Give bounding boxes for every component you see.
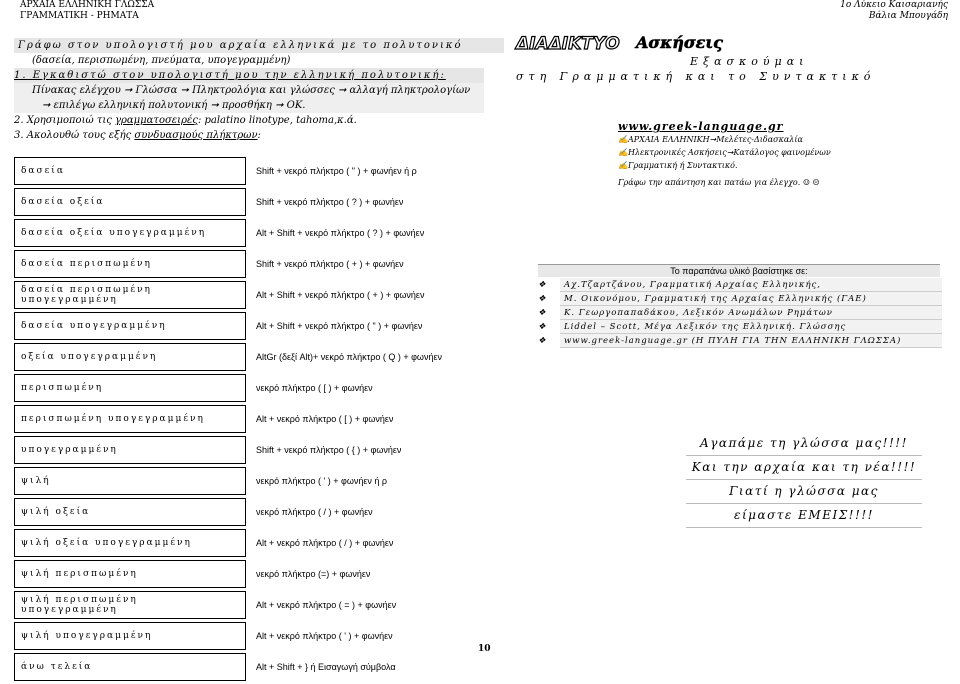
greek-language-link[interactable]: www.greek-language.gr [618,120,784,133]
header-left [20,0,154,22]
key-combo: Alt + Shift + νεκρό πλήκτρο ( ? ) + φωνήεν [256,228,425,238]
key-row [14,374,494,402]
key-row [14,157,494,185]
nav-path-1: ✍ΑΡΧΑΙΑ ΕΛΛΗΝΙΚΗ➞Μελέτες-Διδασκαλία [618,135,803,144]
diacritic-name: ψιλή περισπωμένη υπογεγραμμένη [14,591,246,619]
diacritic-name: δασεία περισπωμένη [14,250,246,278]
exercises-sub2: στη Γραμματική και το Συντακτικό [516,70,876,83]
step-3-prefix: 3. Ακολουθώ τους εξής [14,130,135,141]
step-2-suffix: : palatino linotype, tahoma,κ.ά. [197,115,357,126]
sources-list [538,278,942,348]
diacritic-name: ψιλή [14,467,246,495]
diamond-bullet-icon: ❖ [538,336,547,346]
key-row [14,529,494,557]
key-row [14,250,494,278]
step-3-suffix: : [257,130,261,141]
source-item [538,334,942,348]
instructions-block [14,38,504,143]
exercises-title: Ασκήσεις [636,33,723,52]
key-row [14,467,494,495]
diamond-bullet-icon: ❖ [538,308,547,318]
source-text: Αχ.Τζαρτζάνου, Γραμματική Αρχαίας Ελληνικής, [560,278,942,292]
step-1: 1. Εγκαθιστώ στον υπολογιστή μου την ελληνική πολυτονική: [14,68,484,83]
diadiktyo-logo: ΔΙΑΔΙΚΤΥΟ [516,34,620,54]
key-row [14,498,494,526]
closing-line-1: Αγαπάμε τη γλώσσα μας!!!! [686,432,922,456]
diamond-bullet-icon: ❖ [538,322,547,332]
key-combo: Alt + νεκρό πλήκτρο ( ' ) + φωνήεν [256,631,393,641]
key-combo: Alt + Shift + } ή Εισαγωγή σύμβολα [256,662,396,672]
header-right [840,0,948,22]
key-combo: Shift + νεκρό πλήκτρο ( ? ) + φωνήεν [256,197,404,207]
diacritic-name: υπογεγραμμένη [14,436,246,464]
step-2 [14,113,504,128]
key-row [14,560,494,588]
key-row [14,188,494,216]
step-3 [14,128,504,143]
key-combo: Alt + Shift + νεκρό πλήκτρο ( + ) + φωνήεν [256,290,425,300]
instructions-heading: Γράφω στον υπολογιστή μου αρχαία ελληνικά με το πολυτονικό [14,38,504,53]
page-number: 10 [478,644,491,654]
nav-path-2: ✍Ηλεκτρονικές Ασκήσεις➞Κατάλογος φαινομένων [618,148,831,157]
diacritic-name: δασεία οξεία [14,188,246,216]
step-1-path: Πίνακας ελέγχου ➞ Γλώσσα ➞ Πληκτρολόγια και γλώσσες ➞ αλλαγή πληκτρολογίων [14,83,484,98]
header-author: Βάλια Μπουγάδη [868,11,948,21]
diacritic-name: ψιλή υπογεγραμμένη [14,622,246,650]
key-combo: Shift + νεκρό πλήκτρο ( { ) + φωνήεν [256,445,402,455]
source-text: Μ. Οικονόμου, Γραμματική της Αρχαίας Ελληνικής (ΓΑΕ) [560,292,942,306]
diacritic-name: άνω τελεία [14,653,246,681]
source-text: www.greek-language.gr (Η ΠΥΛΗ ΓΙΑ ΤΗΝ ΕΛΛΗΝΙΚΗ ΓΛΩΣΣΑ) [560,334,942,348]
step-3-combos: συνδυασμούς πλήκτρων [134,130,258,141]
diacritic-name: περισπωμένη [14,374,246,402]
exercises-sub1: Εξασκούμαι [690,55,809,68]
diacritic-name: δασεία υπογεγραμμένη [14,312,246,340]
key-row [14,405,494,433]
key-combo: Alt + νεκρό πλήκτρο ( [ ) + φωνήεν [256,414,394,424]
step-2-prefix: 2. Χρησιμοποιώ τις [14,115,116,126]
step-1-path-cont: ➞ επιλέγω ελληνική πολυτονική ➞ προσθήκη ➞ OK. [14,98,484,113]
sources-title: Το παραπάνω υλικό βασίστηκε σε: [538,264,940,277]
key-combo: AltGr (δεξί Alt)+ νεκρό πλήκτρο ( Q ) + φωνήεν [256,352,442,362]
diacritic-name: ψιλή οξεία υπογεγραμμένη [14,529,246,557]
header-subject: ΑΡΧΑΙΑ ΕΛΛΗΝΙΚΗ ΓΛΩΣΣΑ [20,0,155,10]
key-row [14,653,494,681]
key-combo: νεκρό πλήκτρο ( / ) + φωνήεν [256,507,373,517]
key-row [14,343,494,371]
source-item [538,306,942,320]
key-row [14,436,494,464]
answer-note: Γράφω την απάντηση και πατάω για έλεγχο. ☺ ☹ [618,178,820,187]
source-item [538,278,942,292]
key-combo: νεκρό πλήκτρο (=) + φωνήεν [256,569,371,579]
header-topic: ΓΡΑΜΜΑΤΙΚΗ - ΡΗΜΑΤΑ [20,11,139,21]
key-combo: Alt + νεκρό πλήκτρο ( = ) + φωνήεν [256,600,397,610]
key-row [14,281,494,309]
key-row [14,312,494,340]
source-item [538,292,942,306]
instructions-subheading: (δασεία, περισπωμένη, πνεύματα, υπογεγραμμένη) [32,55,291,66]
diacritic-name: ψιλή οξεία [14,498,246,526]
source-item [538,320,942,334]
diacritic-name: δασεία [14,157,246,185]
key-row [14,591,494,619]
diamond-bullet-icon: ❖ [538,294,547,304]
closing-line-3: Γιατί η γλώσσα μας [686,480,922,504]
diacritic-name: δασεία περισπωμένη υπογεγραμμένη [14,281,246,309]
key-combo: νεκρό πλήκτρο ( ' ) + φωνήεν ή ρ [256,476,388,486]
diamond-bullet-icon: ❖ [538,280,547,290]
greek-language-box [618,120,878,189]
closing-message [686,432,922,528]
closing-line-4: είμαστε ΕΜΕΙΣ!!!! [686,504,922,528]
diacritic-name: ψιλή περισπωμένη [14,560,246,588]
source-text: Liddel – Scott, Μέγα Λεξικόν της Ελληνική. Γλώσσης [560,320,942,334]
diacritic-name: περισπωμένη υπογεγραμμένη [14,405,246,433]
diacritic-name: δασεία οξεία υπογεγραμμένη [14,219,246,247]
key-row [14,622,494,650]
header-school: 1ο Λύκειο Καισαριανής [840,0,948,10]
diacritic-name: οξεία υπογεγραμμένη [14,343,246,371]
source-text: Κ. Γεωργοπαπαδάκου, Λεξικόν Ανωμάλων Ρημάτων [560,306,942,320]
nav-path-3: ✍Γραμματική ή Συντακτικό. [618,161,738,170]
key-combo: Shift + νεκρό πλήκτρο ( " ) + φωνήεν ή ρ [256,166,417,176]
key-combo: Shift + νεκρό πλήκτρο ( + ) + φωνήεν [256,259,404,269]
key-row [14,219,494,247]
key-combinations-table [14,154,494,684]
key-combo: νεκρό πλήκτρο ( [ ) + φωνήεν [256,383,373,393]
step-2-fonts: γραμματοσειρές [115,115,198,126]
key-combo: Alt + Shift + νεκρό πλήκτρο ( " ) + φωνήεν [256,321,423,331]
closing-line-2: Και την αρχαία και τη νέα!!!! [686,456,922,480]
key-combo: Alt + νεκρό πλήκτρο ( / ) + φωνήεν [256,538,394,548]
